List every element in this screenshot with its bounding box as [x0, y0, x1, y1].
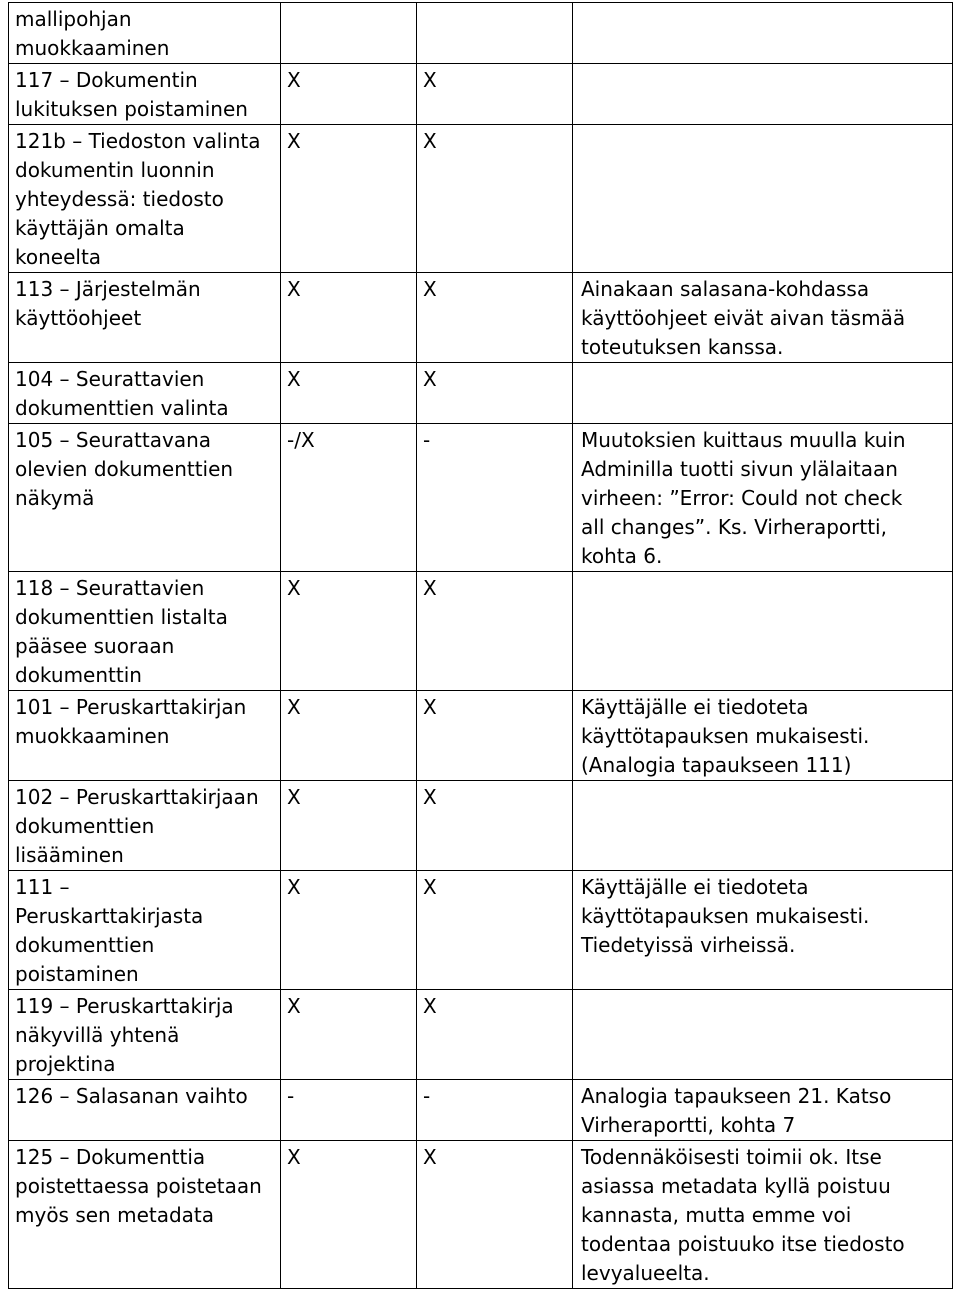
table-row: [9, 64, 953, 125]
note-cell: Todennäköisesti toimii ok. Itse asiassa metadata kyllä poistuu kannasta, mutta emme voi todentaa poistuuko itse tiedosto levyalueelta.: [573, 1141, 953, 1289]
table-row: [9, 273, 953, 363]
note-cell: Käyttäjälle ei tiedoteta käyttötapauksen mukaisesti. (Analogia tapaukseen 111): [573, 691, 953, 781]
table-row: [9, 1080, 953, 1141]
table-row: [9, 871, 953, 990]
result-cell-1: X: [281, 691, 417, 781]
use-case-cell: 121b – Tiedoston valinta dokumentin luonnin yhteydessä: tiedosto käyttäjän omalta koneelta: [9, 125, 281, 273]
result-cell-2: X: [417, 125, 573, 273]
table-row: [9, 3, 953, 64]
table-row: [9, 424, 953, 572]
note-cell: [573, 125, 953, 273]
use-case-cell: 102 – Peruskarttakirjaan dokumenttien lisääminen: [9, 781, 281, 871]
result-cell-1: X: [281, 1141, 417, 1289]
use-case-cell: 101 – Peruskarttakirjan muokkaaminen: [9, 691, 281, 781]
result-cell-2: -: [417, 424, 573, 572]
result-cell-2: [417, 3, 573, 64]
result-cell-1: X: [281, 363, 417, 424]
result-cell-1: X: [281, 781, 417, 871]
result-cell-1: X: [281, 125, 417, 273]
use-case-cell: 117 – Dokumentin lukituksen poistaminen: [9, 64, 281, 125]
note-cell: Käyttäjälle ei tiedoteta käyttötapauksen mukaisesti. Tiedetyissä virheissä.: [573, 871, 953, 990]
result-cell-1: -/X: [281, 424, 417, 572]
result-cell-1: X: [281, 572, 417, 691]
result-cell-2: X: [417, 273, 573, 363]
use-case-cell: mallipohjan muokkaaminen: [9, 3, 281, 64]
use-case-cell: 119 – Peruskarttakirja näkyvillä yhtenä projektina: [9, 990, 281, 1080]
test-results-table: [8, 2, 953, 1289]
note-cell: [573, 990, 953, 1080]
result-cell-2: X: [417, 363, 573, 424]
result-cell-2: X: [417, 1141, 573, 1289]
result-cell-2: -: [417, 1080, 573, 1141]
note-cell: [573, 572, 953, 691]
use-case-cell: 113 – Järjestelmän käyttöohjeet: [9, 273, 281, 363]
use-case-cell: 125 – Dokumenttia poistettaessa poistetaan myös sen metadata: [9, 1141, 281, 1289]
use-case-cell: 105 – Seurattavana olevien dokumenttien näkymä: [9, 424, 281, 572]
note-cell: [573, 781, 953, 871]
note-cell: Muutoksien kuittaus muulla kuin Adminilla tuotti sivun ylälaitaan virheen: ”Error: Could not check all changes”. Ks. Virheraportti, kohta 6.: [573, 424, 953, 572]
table-row: [9, 363, 953, 424]
note-cell: [573, 363, 953, 424]
note-cell: [573, 64, 953, 125]
result-cell-1: X: [281, 871, 417, 990]
table-row: [9, 990, 953, 1080]
use-case-cell: 111 – Peruskarttakirjasta dokumenttien poistaminen: [9, 871, 281, 990]
result-cell-1: X: [281, 990, 417, 1080]
table-row: [9, 1141, 953, 1289]
result-cell-1: -: [281, 1080, 417, 1141]
result-cell-2: X: [417, 990, 573, 1080]
table-row: [9, 691, 953, 781]
result-cell-2: X: [417, 572, 573, 691]
result-cell-1: [281, 3, 417, 64]
table-row: [9, 125, 953, 273]
table-body: [9, 3, 953, 1289]
table-row: [9, 781, 953, 871]
note-cell: Analogia tapaukseen 21. Katso Virheraportti, kohta 7: [573, 1080, 953, 1141]
result-cell-2: X: [417, 871, 573, 990]
result-cell-1: X: [281, 64, 417, 125]
table-row: [9, 572, 953, 691]
use-case-cell: 104 – Seurattavien dokumenttien valinta: [9, 363, 281, 424]
use-case-cell: 118 – Seurattavien dokumenttien listalta pääsee suoraan dokumenttin: [9, 572, 281, 691]
note-cell: Ainakaan salasana-kohdassa käyttöohjeet eivät aivan täsmää toteutuksen kanssa.: [573, 273, 953, 363]
note-cell: [573, 3, 953, 64]
result-cell-2: X: [417, 64, 573, 125]
use-case-cell: 126 – Salasanan vaihto: [9, 1080, 281, 1141]
result-cell-2: X: [417, 691, 573, 781]
result-cell-2: X: [417, 781, 573, 871]
result-cell-1: X: [281, 273, 417, 363]
